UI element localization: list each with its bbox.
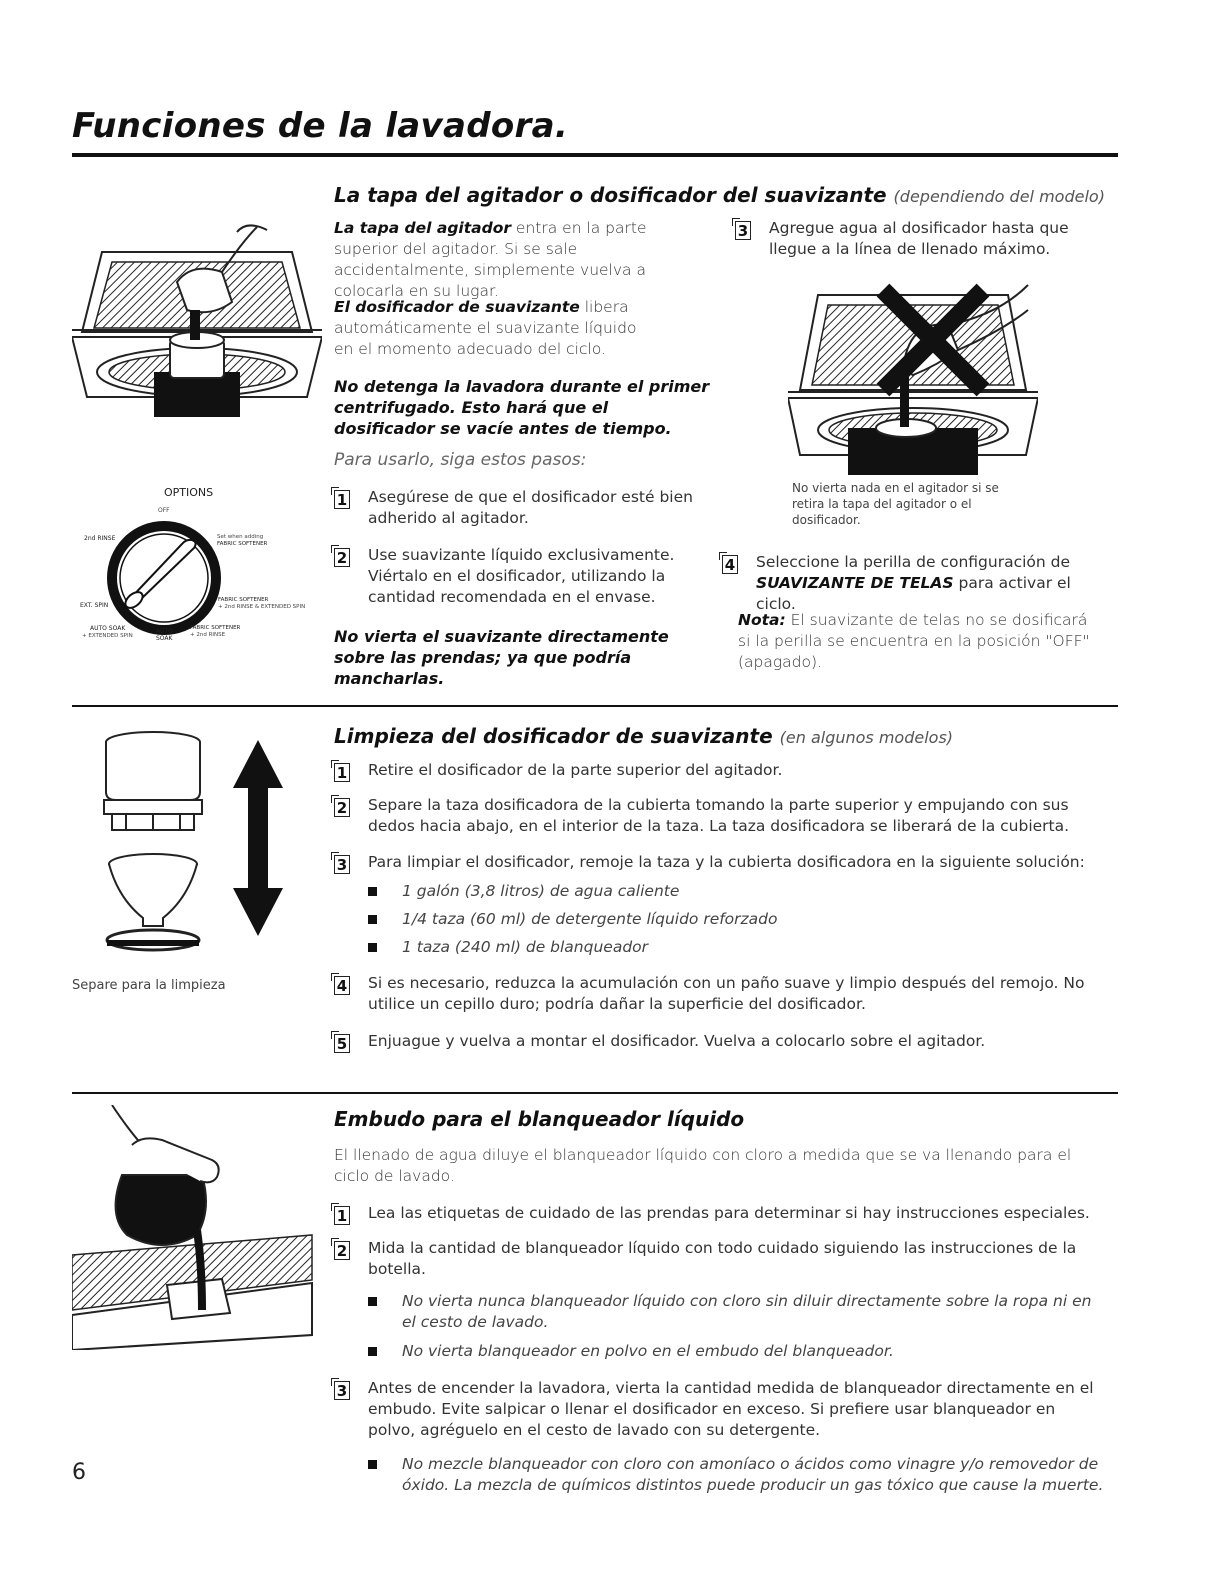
separate-caption: Separe para la limpieza xyxy=(72,978,226,993)
s3-step-2: 2 Mida la cantidad de blanqueador líquido con todo cuidado siguiendo las instrucciones de la botella. xyxy=(334,1238,1104,1280)
dispenser-paragraph: El dosificador de suavizante libera automáticamente el suavizante líquido en el momento adecuado del ciclo. xyxy=(334,298,637,358)
s3-step-1: 1 Lea las etiquetas de cuidado de las prendas para determinar si hay instrucciones especiales. xyxy=(334,1203,1104,1224)
section3-heading: Embudo para el blanqueador líquido xyxy=(334,1107,745,1131)
s2-bullet-1: 1 galón (3,8 litros) de agua caliente xyxy=(368,881,1068,902)
fabric-softener-note: Nota: El suavizante de telas no se dosificará si la perilla se encuentra en la posición "OFF" (apagado). xyxy=(738,611,1090,671)
page-number: 6 xyxy=(72,1460,86,1485)
s2-bullet-2: 1/4 taza (60 ml) de detergente líquido reforzado xyxy=(368,909,1068,930)
s2-step-1: 1 Retire el dosificador de la parte superior del agitador. xyxy=(334,760,1104,781)
dial-label-soak: SOAK xyxy=(156,635,173,642)
s1-step-4: 4 Seleccione la perilla de configuración de SUAVIZANTE DE TELAS para activar el ciclo. xyxy=(722,552,1092,615)
dial-label-fabric-softener-right: FABRIC SOFTENER xyxy=(218,597,269,603)
s2-step-2: 2 Separe la taza dosificadora de la cubierta tomando la parte superior y empujando con sus dedos hacia abajo, en el interior de la taza. La taza dosificadora se liberará de la cubierta. xyxy=(334,795,1104,837)
options-dial xyxy=(72,482,322,662)
s1-step-3: 3 Agregue agua al dosificador hasta que llegue a la línea de llenado máximo. xyxy=(735,218,1095,260)
dial-label-auto-soak: AUTO SOAK xyxy=(90,625,126,632)
dial-label-2nd-rinse: 2nd RINSE xyxy=(84,535,116,542)
section2-heading: Limpieza del dosificador de suavizante (en algunos modelos) xyxy=(334,724,954,748)
section2-rule xyxy=(72,705,1118,707)
s2-bullet-3: 1 taza (240 ml) de blanqueador xyxy=(368,937,1068,958)
section1-heading: La tapa del agitador o dosificador del suavizante (dependiendo del modelo) xyxy=(334,183,1105,207)
dial-label-auto: AUTO xyxy=(156,628,173,635)
dial-label-fabric-softener-top: FABRIC SOFTENER xyxy=(217,541,268,547)
dial-label-plus-ext-spin: + EXTENDED SPIN xyxy=(82,633,133,639)
softener-warning: No vierta el suavizante directamente sobre las prendas; ya que podría mancharlas. xyxy=(334,627,669,688)
s3-bullet-2: No vierta blanqueador en polvo en el embudo del blanqueador. xyxy=(368,1341,1108,1362)
s2-step-4: 4 Si es necesario, reduzca la acumulación con un paño suave y limpio después del remojo. No utilice un cepillo duro; podría dañar la superficie del dosificador. xyxy=(334,973,1104,1015)
bleach-funnel-illustration xyxy=(72,1105,322,1350)
bleach-intro: El llenado de agua diluye el blanqueador líquido con cloro a medida que se va llenando para el ciclo de lavado. xyxy=(334,1146,1072,1185)
dial-title: OPTIONS xyxy=(164,486,214,499)
dial-label-fabric-softener-bottom: FABRIC SOFTENER xyxy=(190,625,241,631)
s3-bullet-3: No mezcle blanqueador con cloro con amoníaco o ácidos como vinagre y/o removedor de óxido. La mezcla de químicos distintos puede producir un gas tóxico que cause la muerte. xyxy=(368,1454,1108,1496)
s1-step-2: 2 Use suavizante líquido exclusivamente. Viértalo en el dosificador, utilizando la cantidad recomendada en el envase. xyxy=(334,545,694,608)
no-pour-illustration xyxy=(788,280,1038,475)
dispenser-parts-illustration xyxy=(98,728,288,978)
dial-label-plus-rinse: + 2nd RINSE xyxy=(190,632,226,638)
dial-off-label: OFF xyxy=(158,507,170,514)
s2-step-5: 5 Enjuague y vuelva a montar el dosificador. Vuelva a colocarlo sobre el agitador. xyxy=(334,1031,1104,1052)
page-title: Funciones de la lavadora. xyxy=(72,106,569,146)
s1-step-1: 1 Asegúrese de que el dosificador esté bien adherido al agitador. xyxy=(334,487,694,529)
dial-label-ext-spin: EXT. SPIN xyxy=(80,602,109,609)
s3-bullet-1: No vierta nunca blanqueador líquido con cloro sin diluir directamente sobre la ropa ni en el cesto de lavado. xyxy=(368,1291,1108,1333)
s2-step-3: 3 Para limpiar el dosificador, remoje la taza y la cubierta dosificadora en la siguiente solución: xyxy=(334,852,1104,873)
agitator-cap-paragraph: La tapa del agitador entra en la parte superior del agitador. Si se sale accidentalmente, simplemente vuelva a colocarla en su lugar. xyxy=(334,219,647,300)
usage-intro: Para usarlo, siga estos pasos: xyxy=(334,450,587,470)
title-rule xyxy=(72,153,1118,157)
s3-step-3: 3 Antes de encender la lavadora, vierta la cantidad medida de blanqueador directamente en el embudo. Evite salpicar o llenar el dosificador en exceso. Si prefiere usar blanqueador en polvo, agréguelo en el cesto de lavado con su detergente. xyxy=(334,1378,1104,1441)
dial-label-set-when: Set when adding xyxy=(217,534,264,540)
agitator-cap-illustration xyxy=(72,222,322,422)
section3-rule xyxy=(72,1092,1118,1094)
no-pour-caption: No vierta nada en el agitador si se retira la tapa del agitador o el dosificador. xyxy=(792,481,999,527)
spin-warning: No detenga la lavadora durante el primer centrifugado. Esto hará que el dosificador se vacíe antes de tiempo. xyxy=(334,377,710,438)
dial-label-rinse-ext: + 2nd RINSE & EXTENDED SPIN xyxy=(218,604,306,610)
